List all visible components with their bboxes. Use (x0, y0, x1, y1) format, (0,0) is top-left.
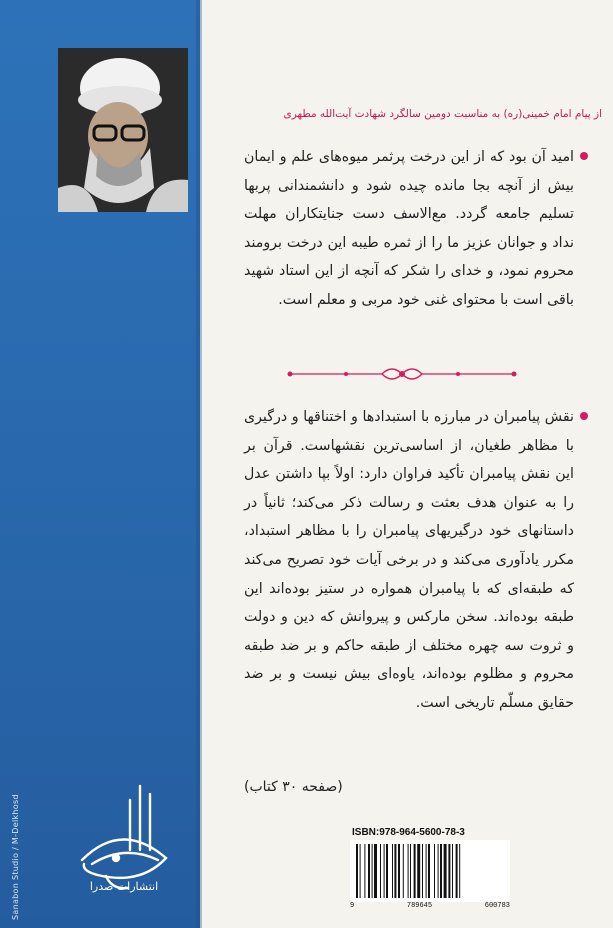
portrait-illustration (58, 48, 188, 212)
isbn-barcode (350, 840, 510, 902)
designer-credit-text: Sanabon Studio / M-Delkhosd (11, 794, 20, 920)
barcode-digit-group-2: 789645 (406, 902, 433, 910)
quote-paragraph-2: نقش پیامبران در مبارزه با استبدادها و اختناقها و درگیری با مظاهر طغیان، از اساسی‌ترین نقشهاست. قرآن بر این نقش پیامبران تأکید فراوان دارد: اولاً بپا داشتن عدل را به عنوان هدف بعثت و رسالت ذکر می‌کند؛ ثانیاً در داستانهای خود درگیریهای پیامبران را با مظاهر استبداد، مکرر یادآوری می‌کند و در برخی آیات خود تصریح می‌کند که طبقه‌ای که با پیامبران همواره در ستیز بوده‌اند این طبقه بوده‌اند. سخن مارکس و پیروانش که دین و دولت و ثروت سه چهره مختلف از طبقه حاکم و بر ضد طبقه محروم و مظلوم بوده‌اند، یاوه‌ای بیش نیست و بر ضد حقایق مسلّم تاریخی است. (244, 409, 574, 711)
barcode-digit-group-3: 600783 (484, 902, 510, 910)
bullet-dot-1 (580, 152, 588, 160)
quote-paragraph-1: امید آن بود که از این درخت پرثمر میوه‌های علم و ایمان بیش از آنچه بجا مانده چیده شود و دانشمندانی پربها تسلیم جامعه گردد. مع‌الاسف دست جنایتکاران مهلت نداد و جوانان عزیز ما را از ثمره طیبه این درخت برومند محروم نمود، و خدای را شکر که آنچه از این استاد شهید باقی است با محتوای غنی خود مربی و معلم است. (244, 149, 574, 308)
ornamental-divider (286, 364, 518, 384)
barcode-digits (350, 902, 510, 910)
quote-source-caption: از پیام امام خمینی(ره) به مناسبت دومین سالگرد شهادت آیت‌الله مطهری (283, 108, 602, 120)
bullet-dot-2 (580, 412, 588, 420)
publisher-name: انتشارات صدرا (89, 880, 159, 893)
page-reference: (صفحه ۳۰ کتاب) (244, 779, 343, 795)
isbn-label: ISBN:978-964-5600-78-3 (352, 827, 465, 838)
barcode-digit-group-1: 9 (350, 902, 355, 910)
designer-credit (8, 690, 20, 920)
author-portrait-photo (58, 48, 188, 212)
spine-shadow-edge (196, 0, 202, 928)
